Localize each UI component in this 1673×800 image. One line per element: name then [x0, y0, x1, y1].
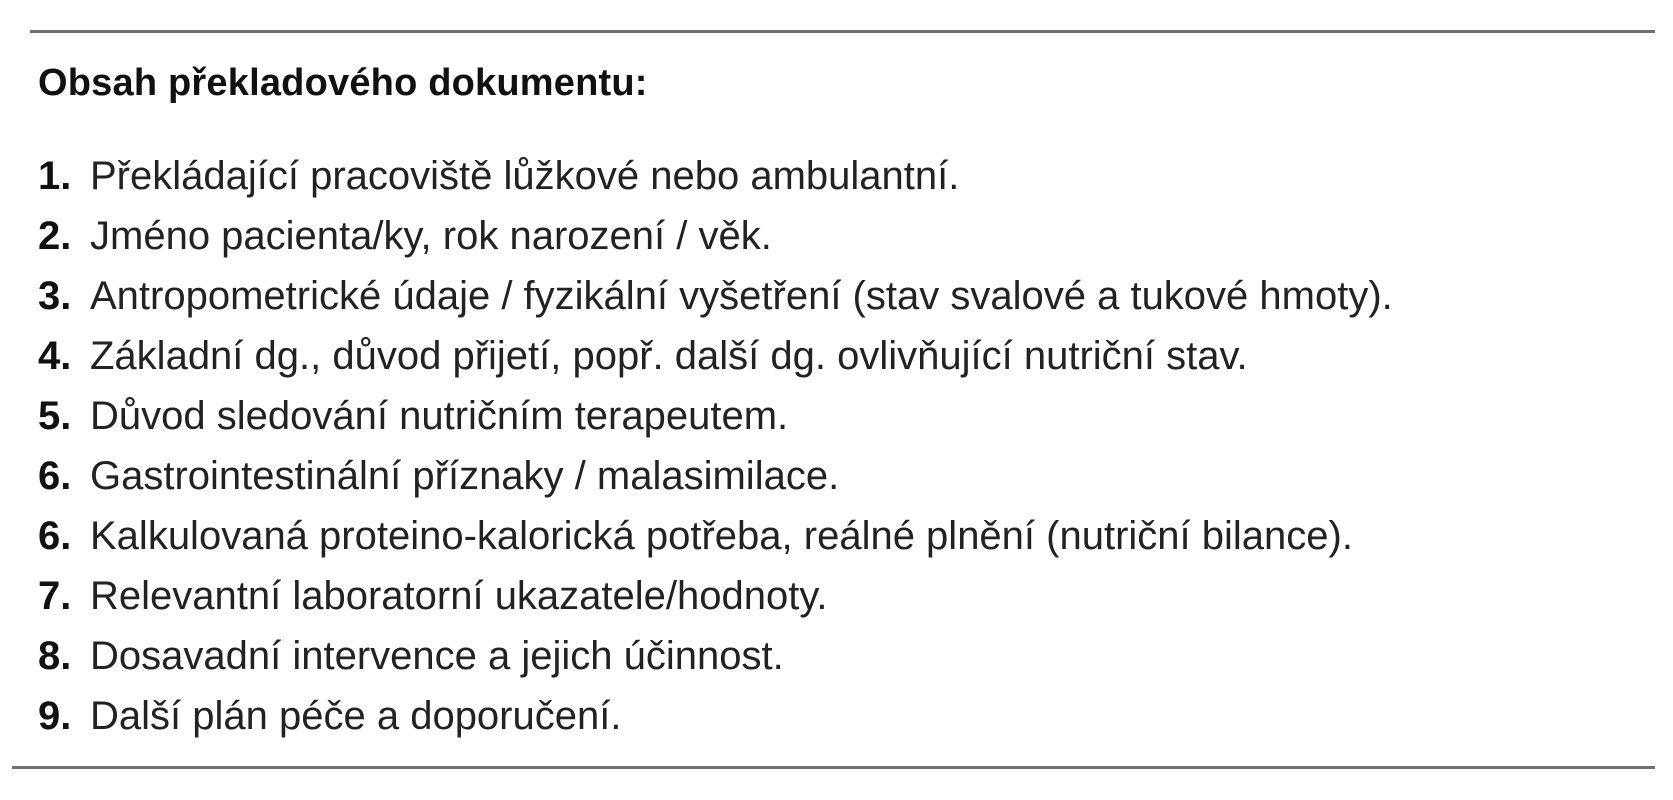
item-text: Jméno pacienta/ky, rok narození / věk. — [90, 214, 772, 258]
item-number: 5. — [38, 394, 72, 438]
item-text: Kalkulovaná proteino-kalorická potřeba, reálné plnění (nutriční bilance). — [90, 514, 1353, 558]
list-item — [38, 206, 1393, 266]
list-item — [38, 266, 1393, 326]
contents-list — [38, 146, 1393, 746]
item-number: 6. — [38, 514, 72, 558]
item-text: Důvod sledování nutričním terapeutem. — [90, 394, 789, 438]
item-text: Relevantní laboratorní ukazatele/hodnoty. — [90, 574, 828, 618]
list-item — [38, 386, 1393, 446]
list-item — [38, 326, 1393, 386]
item-text: Další plán péče a doporučení. — [90, 694, 622, 738]
list-item — [38, 446, 1393, 506]
item-number: 2. — [38, 214, 72, 258]
bottom-divider — [12, 766, 1655, 769]
item-number: 1. — [38, 154, 72, 198]
item-number: 4. — [38, 334, 72, 378]
item-text: Překládající pracoviště lůžkové nebo ambulantní. — [90, 154, 960, 198]
list-item — [38, 506, 1393, 566]
top-divider — [30, 30, 1655, 33]
list-item — [38, 146, 1393, 206]
list-item — [38, 626, 1393, 686]
document-heading: Obsah překladového dokumentu: — [38, 62, 648, 104]
item-text: Gastrointestinální příznaky / malasimilace. — [90, 454, 840, 498]
list-item — [38, 566, 1393, 626]
item-number: 8. — [38, 634, 72, 678]
item-number: 9. — [38, 694, 72, 738]
list-item — [38, 686, 1393, 746]
item-text: Dosavadní intervence a jejich účinnost. — [90, 634, 784, 678]
item-number: 6. — [38, 454, 72, 498]
item-number: 7. — [38, 574, 72, 618]
item-text: Antropometrické údaje / fyzikální vyšetření (stav svalové a tukové hmoty). — [90, 274, 1393, 318]
item-number: 3. — [38, 274, 72, 318]
item-text: Základní dg., důvod přijetí, popř. další dg. ovlivňující nutriční stav. — [90, 334, 1248, 378]
